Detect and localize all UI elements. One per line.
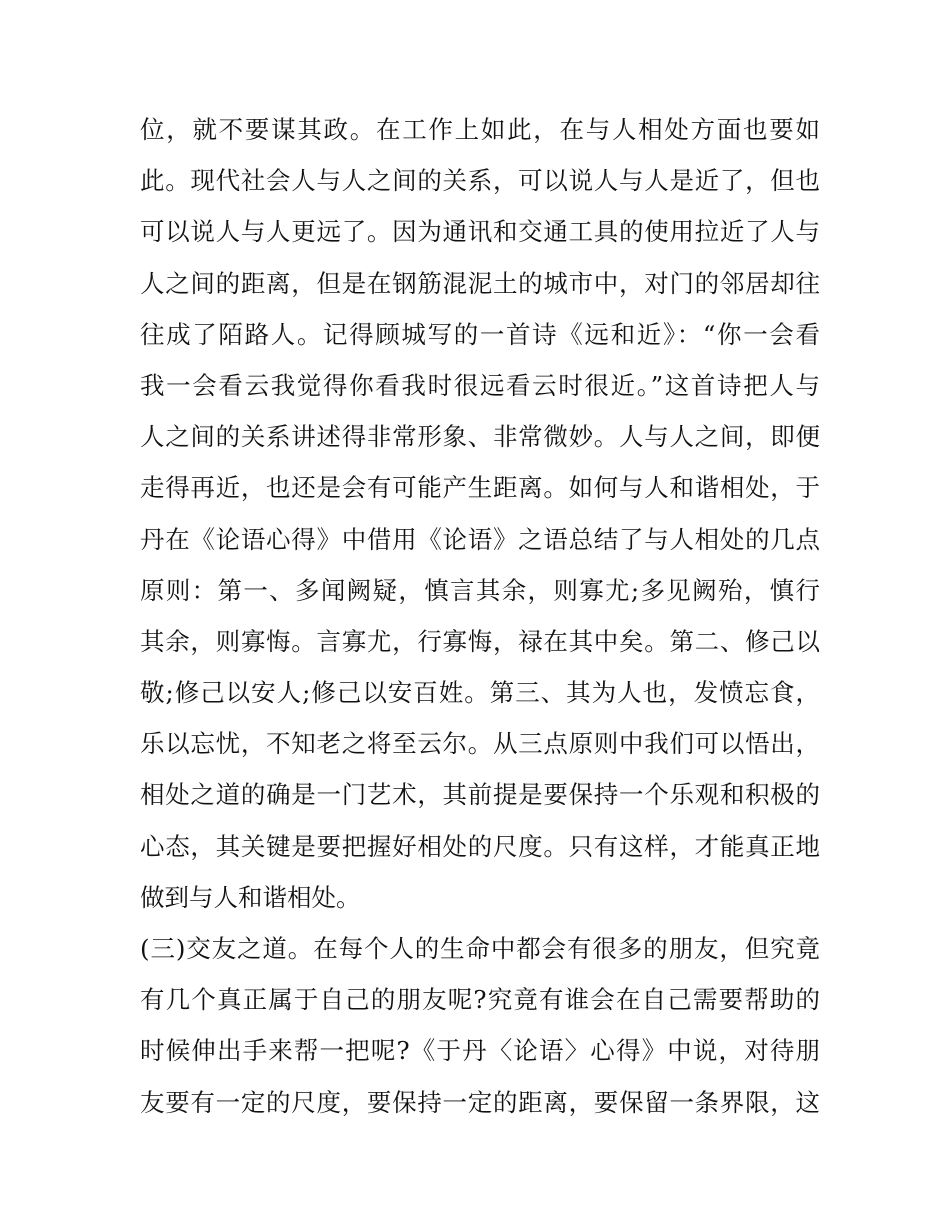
text-line: 乐以忘忧，不知老之将至云尔。从三点原则中我们可以悟出， [140, 729, 820, 759]
text-line: 其余，则寡悔。言寡尤，行寡悔，禄在其中矣。第二、修己以 [140, 626, 820, 656]
text-line: 位，就不要谋其政。在工作上如此，在与人相处方面也要如 [140, 115, 820, 144]
text-line: 时候伸出手来帮一把呢?《于丹〈论语〉心得》中说，对待朋 [140, 1036, 820, 1066]
text-line: 丹在《论语心得》中借用《论语》之语总结了与人相处的几点 [140, 524, 820, 554]
text-line: 原则：第一、多闻阙疑，慎言其余，则寡尤;多见阙殆，慎行 [140, 575, 820, 605]
text-line: 往成了陌路人。记得顾城写的一首诗《远和近》：“你一会看 [140, 319, 820, 349]
text-line: 此。现代社会人与人之间的关系，可以说人与人是近了，但也 [140, 166, 820, 196]
text-line: 心态，其关键是要把握好相处的尺度。只有这样，才能真正地 [140, 831, 820, 861]
text-line: 敬;修己以安人;修己以安百姓。第三、其为人也，发愤忘食， [140, 678, 820, 708]
text-line: 人之间的距离，但是在钢筋混泥土的城市中，对门的邻居却往 [140, 268, 820, 298]
text-line: 有几个真正属于自己的朋友呢?究竟有谁会在自己需要帮助的 [140, 985, 820, 1015]
text-line: 我一会看云我觉得你看我时很远看云时很近。”这首诗把人与 [140, 370, 820, 400]
text-line: (三)交友之道。在每个人的生命中都会有很多的朋友，但究竟 [140, 934, 820, 963]
text-line: 可以说人与人更远了。因为通讯和交通工具的使用拉近了人与 [140, 217, 820, 247]
body-text [140, 104, 820, 1128]
text-line: 相处之道的确是一门艺术，其前提是要保持一个乐观和积极的 [140, 780, 820, 810]
text-line: 做到与人和谐相处。 [140, 882, 361, 912]
text-line: 友要有一定的尺度，要保持一定的距离，要保留一条界限，这 [140, 1087, 820, 1117]
text-line: 走得再近，也还是会有可能产生距离。如何与人和谐相处，于 [140, 473, 820, 503]
text-line: 人之间的关系讲述得非常形象、非常微妙。人与人之间，即便 [140, 422, 820, 452]
